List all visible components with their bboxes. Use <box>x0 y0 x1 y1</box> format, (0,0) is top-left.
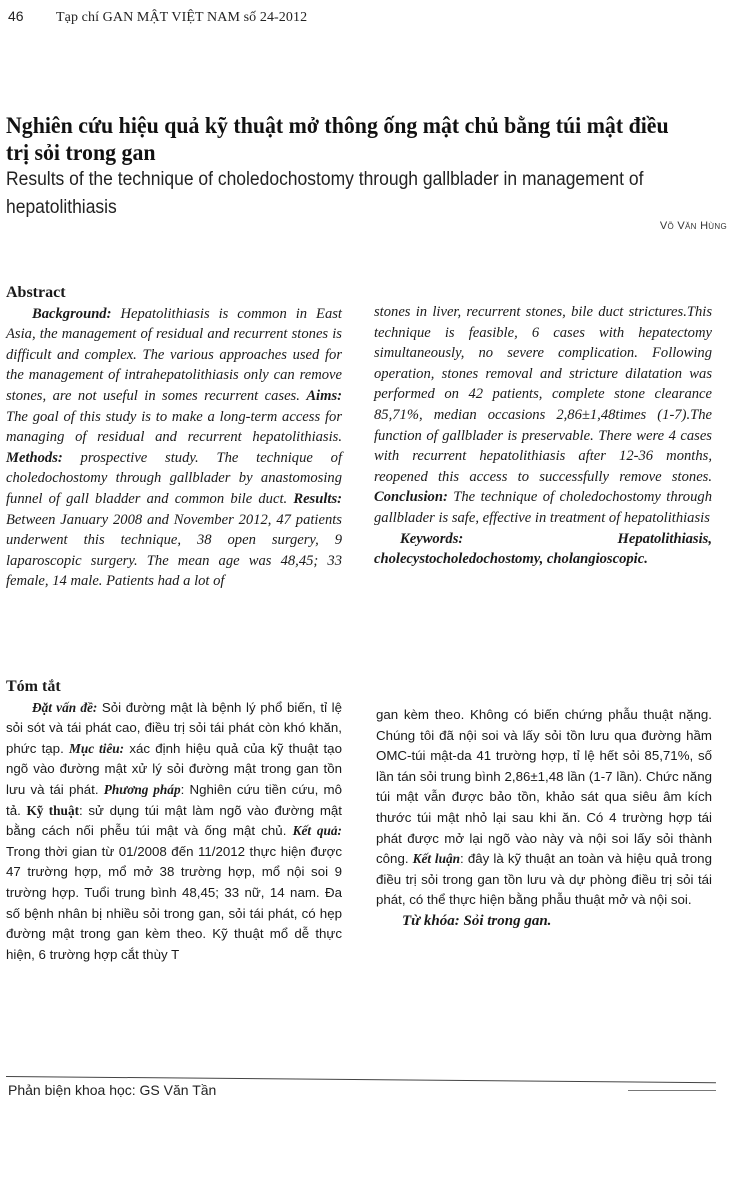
dat-van-de-text: Sỏi đường mật là bệnh lý phổ biến, tỉ lệ sỏi sót và tái phát cao, điều trị sỏi tái phát còn khó khăn, phức tạp. <box>6 699 342 756</box>
results-label: Results: <box>293 490 342 507</box>
background-label: Background: <box>32 305 112 322</box>
title-vietnamese: Nghiên cứu hiệu quả kỹ thuật mở thông ống mật chủ bằng túi mật điều trị sỏi trong gan <box>6 113 669 165</box>
tom-tat-heading: Tóm tắt <box>6 678 61 695</box>
keywords <box>374 529 712 570</box>
dat-van-de-label: Đặt vấn đề: <box>32 699 98 715</box>
muc-tieu-label: Mục tiêu: <box>69 740 125 756</box>
aims-label: Aims: <box>306 387 342 404</box>
abstract-body-cont <box>374 302 712 529</box>
author: Võ Văn Hùng <box>659 220 727 232</box>
results-text-cont: stones in liver, recurrent stones, bile duct strictures.This technique is feasible, 6 cases with hepatectomy simultaneously, no severe complication. Following operation, stones removal and stricture dilatation was performed on 42 patients, complete stone clearance 85,71%, median occasions 2,86±1,48times (1-7).The function of gallblader is preservable. There were 4 cases with recurrent hepatolithiasis after 12-36 months, reopened this access to successfully remove stones. <box>374 304 712 485</box>
tu-khoa: Từ khóa: Sỏi trong gan. <box>402 912 552 929</box>
reviewer-note: Phản biện khoa học: GS Văn Tần <box>8 1082 217 1098</box>
abstract-column-left <box>6 283 342 592</box>
keywords-label: Keywords: <box>400 530 464 547</box>
ky-thuat-label: Kỹ thuật <box>26 802 80 818</box>
title-english: Results of the technique of choledochostomy through gallblader in management of hepatolithiasis <box>6 169 644 218</box>
tom-tat-body <box>6 698 342 966</box>
abstract-column-right <box>374 302 712 570</box>
results-text: Between January 2008 and November 2012, 47 patients underwent this technique, 38 open surgery, 9 laparoscopic surgery. The mean age was 48,45; 33 female, 14 male. Patients had a lot of <box>6 511 342 590</box>
methods-label: Methods: <box>6 449 63 466</box>
phuong-phap-text: : Nghiên cứu tiền cứu, mô tả. <box>6 781 342 818</box>
tom-tat-column-right <box>376 705 712 932</box>
conclusion-label: Conclusion: <box>374 489 448 506</box>
ket-luan-text: : đây là kỹ thuật an toàn và hiệu quả trong điều trị sỏi trong gan tồn lưu và dự phòng điều trị sỏi tái phát, có thể thực hiện bằng phẫu thuật mở và nội soi. <box>376 851 712 908</box>
ket-qua-text: Trong thời gian từ 01/2008 đến 11/2012 thực hiện được 47 trường hợp, mổ mở 38 trường hợp, mổ nội soi 9 trường hợp. Tuổi trung bình 48,45; 33 nữ, 14 nam. Đa số bệnh nhân bị nhiều sỏi trong gan, sỏi tái phát, có hẹp đường mật trong gan kèm theo. Kỹ thuật mổ dễ thực hiện, 6 trường hợp cắt thùy T <box>6 843 342 962</box>
ket-qua-label: Kết quả: <box>292 823 342 839</box>
muc-tieu-text: xác định hiệu quả của kỹ thuật tạo ngõ vào đường mật xử lý sỏi đường mật trong gan tồn lưu và tái phát. <box>6 740 342 797</box>
page-number: 46 <box>8 8 24 24</box>
ket-qua-text-cont: gan kèm theo. Không có biến chứng phẫu thuật nặng. Chúng tôi đã nội soi và lấy sỏi tồn lưu qua đường hầm OMC-túi mật-da 41 trường hợp, tỉ lệ hết sỏi 85,71%, số lần tán sỏi trung bình 2,86±1,48 lần (1-7 lần). Chức năng túi mật vẫn được bảo tồn, khảo sát qua siêu âm kích thước túi mật nhỏ lại sau khi ăn. Có 4 trường hợp tái phát được mở lại ngõ vào này và nội soi lấy sỏi thành công. <box>376 707 712 867</box>
tom-tat-body-cont <box>376 705 712 911</box>
phuong-phap-label: Phương pháp <box>103 781 181 797</box>
aims-text: The goal of this study is to make a long-term access for managing of residual and recurrent hepatolithiasis. <box>6 408 342 446</box>
abstract-body <box>6 304 342 592</box>
tom-tat-column-left <box>6 677 342 965</box>
ket-luan-label: Kết luận <box>412 851 461 867</box>
journal-name: Tạp chí GAN MẬT VIỆT NAM số 24-2012 <box>56 10 308 25</box>
running-header <box>8 8 307 26</box>
abstract-heading: Abstract <box>6 284 66 301</box>
conclusion-text: The technique of choledochostomy through gallblader is safe, effective in treatment of hepatolithiasis <box>374 489 712 526</box>
methods-text: prospective study. The technique of choledochostomy through gallblader by anastomosing funnel of gall bladder and common bile duct. <box>6 449 342 507</box>
background-text: Hepatolithiasis is common in East Asia, the management of residual and recurrent stones is difficult and complex. The various approaches used for the management of intrahepatolithiasis only can remove stones, are not useful in somes recurrent cases. <box>6 305 342 404</box>
footnote-divider-segment <box>628 1090 716 1091</box>
ky-thuat-text: : sử dụng túi mật làm ngõ vào đường mật bằng cách nối phễu túi mật và ống mật chủ. <box>6 802 342 839</box>
keywords-text: Hepatolithiasis, cholecystocholedochostomy, cholangioscopic. <box>374 530 712 568</box>
